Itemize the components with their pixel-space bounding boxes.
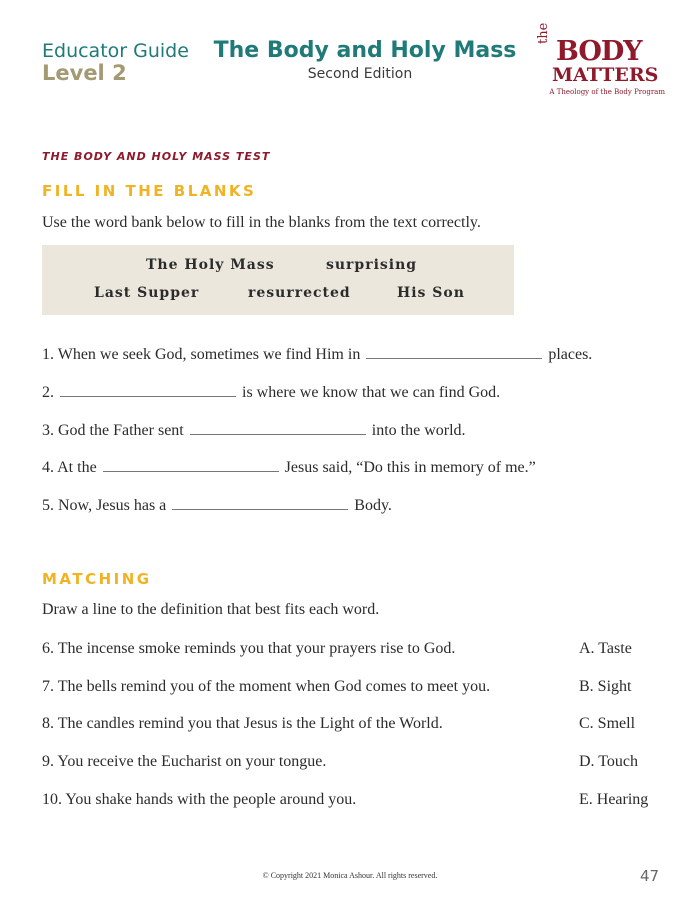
question-3: [42, 421, 466, 440]
question-5: [42, 496, 392, 515]
answer-blank[interactable]: [172, 496, 348, 510]
guide-label: Educator Guide: [42, 40, 189, 62]
matching-heading: MATCHING: [42, 570, 152, 588]
word-bank-item: Last Supper: [94, 285, 200, 301]
question-4: [42, 458, 536, 477]
question-text: is where we know that we can find God.: [242, 384, 501, 401]
matching-statement: 6. The incense smoke reminds you that your prayers rise to God.: [42, 640, 456, 657]
word-bank-item: surprising: [326, 257, 418, 273]
word-bank: [42, 245, 514, 315]
logo-body-text: BODY: [556, 36, 642, 67]
question-text: 1. When we seek God, sometimes we find Him in: [42, 346, 361, 363]
answer-blank[interactable]: [103, 458, 279, 472]
logo-matters-text: MATTERS: [552, 64, 659, 86]
page-number: 47: [640, 867, 660, 885]
the-body-matters-logo: [532, 22, 667, 102]
logo-the-text: the: [536, 22, 551, 44]
answer-blank[interactable]: [60, 383, 236, 397]
matching-option[interactable]: E. Hearing: [579, 791, 649, 808]
level-label: Level 2: [42, 61, 127, 85]
logo-tagline: A Theology of the Body Program: [549, 88, 665, 96]
matching-statement: 8. The candles remind you that Jesus is the Light of the World.: [42, 715, 443, 732]
question-text: Jesus said, “Do this in memory of me.”: [284, 459, 536, 476]
answer-blank[interactable]: [366, 345, 542, 359]
question-text: 5. Now, Jesus has a: [42, 497, 167, 514]
question-text: into the world.: [371, 422, 466, 439]
fill-in-instructions: Use the word bank below to fill in the blanks from the text correctly.: [42, 214, 481, 231]
matching-instructions: Draw a line to the definition that best fits each word.: [42, 601, 380, 618]
question-2: [42, 383, 500, 402]
matching-option[interactable]: B. Sight: [579, 678, 632, 695]
word-bank-item: The Holy Mass: [146, 257, 275, 273]
copyright-notice: © Copyright 2021 Monica Ashour. All rights reserved.: [262, 871, 438, 880]
matching-option[interactable]: C. Smell: [579, 715, 636, 732]
answer-blank[interactable]: [190, 421, 366, 435]
matching-option[interactable]: A. Taste: [579, 640, 632, 657]
question-text: 2.: [42, 384, 54, 401]
question-text: places.: [548, 346, 593, 363]
fill-in-heading: FILL IN THE BLANKS: [42, 182, 257, 200]
document-title: The Body and Holy Mass: [213, 38, 517, 63]
question-text: Body.: [354, 497, 392, 514]
matching-option[interactable]: D. Touch: [579, 753, 639, 770]
question-text: 3. God the Father sent: [42, 422, 184, 439]
word-bank-item: His Son: [397, 285, 465, 301]
matching-statement: 9. You receive the Eucharist on your tongue.: [42, 753, 327, 770]
matching-statement: 10. You shake hands with the people around you.: [42, 791, 357, 808]
question-1: [42, 345, 592, 364]
test-label: THE BODY AND HOLY MASS TEST: [42, 150, 271, 163]
word-bank-item: resurrected: [248, 285, 351, 301]
matching-statement: 7. The bells remind you of the moment when God comes to meet you.: [42, 678, 491, 695]
question-text: 4. At the: [42, 459, 97, 476]
edition-label: Second Edition: [307, 66, 413, 82]
